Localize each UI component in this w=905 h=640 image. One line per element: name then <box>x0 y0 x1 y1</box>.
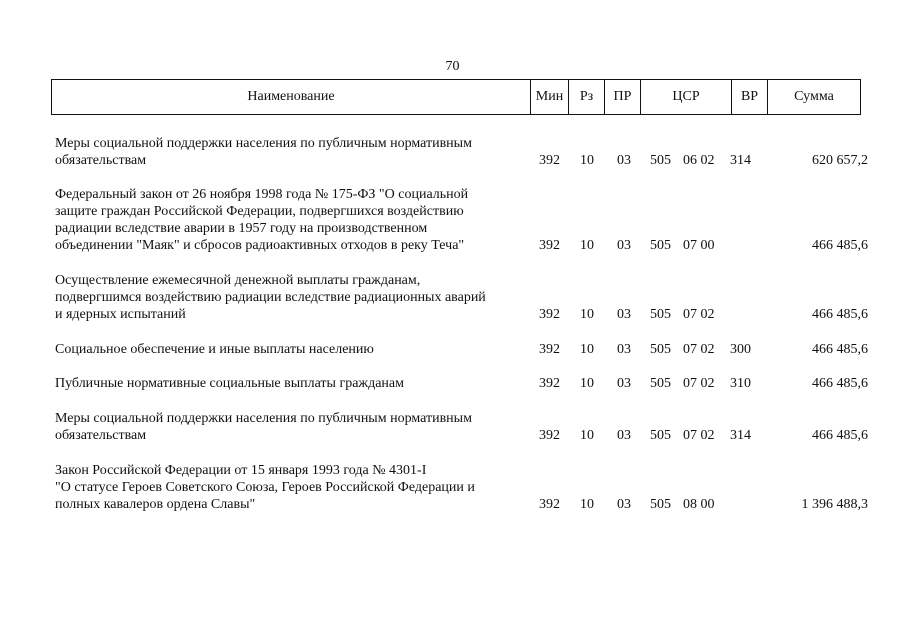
row-rz: 10 <box>580 153 594 168</box>
row-sum: 466 485,6 <box>812 376 868 391</box>
row-name: Осуществление ежемесячной денежной выплаты гражданам, подвергшимся воздействию радиации вследствие радиационных аварий и ядерных испытаний <box>55 273 486 322</box>
header-sum: Сумма <box>794 89 834 104</box>
row-csr-item: 07 02 <box>683 342 715 357</box>
row-rz: 10 <box>580 376 594 391</box>
row-csr-item: 06 02 <box>683 153 715 168</box>
table-row <box>0 341 905 358</box>
row-pr: 03 <box>617 428 631 443</box>
row-sum: 1 396 488,3 <box>801 497 868 512</box>
row-csr-item: 07 02 <box>683 376 715 391</box>
row-min: 392 <box>539 376 560 391</box>
row-csr-program: 505 <box>650 238 671 253</box>
row-sum: 466 485,6 <box>812 307 868 322</box>
row-min: 392 <box>539 153 560 168</box>
row-csr-item: 08 00 <box>683 497 715 512</box>
row-vr: 310 <box>730 376 751 391</box>
row-csr-program: 505 <box>650 497 671 512</box>
header-vr: ВР <box>732 80 768 114</box>
header-name: Наименование <box>52 80 531 114</box>
table-row <box>0 272 905 323</box>
table-row <box>0 375 905 392</box>
row-vr: 314 <box>730 428 751 443</box>
row-csr-item: 07 00 <box>683 238 715 253</box>
table-header <box>51 79 861 115</box>
row-name: Меры социальной поддержки населения по публичным нормативным обязательствам <box>55 136 472 168</box>
row-vr: 314 <box>730 153 751 168</box>
row-csr-program: 505 <box>650 376 671 391</box>
row-csr-item: 07 02 <box>683 428 715 443</box>
row-rz: 10 <box>580 428 594 443</box>
row-name: Закон Российской Федерации от 15 января 1993 года № 4301-I "О статусе Героев Советского Союза, Героев Российской Федерации и полных кавалеров ордена Славы" <box>55 463 475 512</box>
table-row <box>0 462 905 513</box>
row-csr-program: 505 <box>650 307 671 322</box>
row-pr: 03 <box>617 307 631 322</box>
row-name: Социальное обеспечение и иные выплаты населению <box>55 342 374 357</box>
header-min: Мин <box>531 80 569 114</box>
row-name: Публичные нормативные социальные выплаты гражданам <box>55 376 404 391</box>
table-row <box>0 135 905 169</box>
row-min: 392 <box>539 307 560 322</box>
row-min: 392 <box>539 238 560 253</box>
row-csr-program: 505 <box>650 342 671 357</box>
row-name: Федеральный закон от 26 ноября 1998 года № 175-ФЗ "О социальной защите граждан Российской Федерации, подвергшихся воздействию радиации вследствие аварии в 1957 году на производственном объединении "Маяк" и сбросов радиоактивных отходов в реку Теча" <box>55 187 469 253</box>
row-min: 392 <box>539 497 560 512</box>
row-pr: 03 <box>617 497 631 512</box>
row-vr: 300 <box>730 342 751 357</box>
header-csr: ЦСР <box>641 80 732 114</box>
row-csr-item: 07 02 <box>683 307 715 322</box>
page-number: 70 <box>445 59 460 74</box>
row-pr: 03 <box>617 376 631 391</box>
row-name: Меры социальной поддержки населения по публичным нормативным обязательствам <box>55 411 472 443</box>
row-pr: 03 <box>617 342 631 357</box>
header-pr: ПР <box>605 80 641 114</box>
row-rz: 10 <box>580 342 594 357</box>
row-sum: 620 657,2 <box>812 153 868 168</box>
row-csr-program: 505 <box>650 153 671 168</box>
row-csr-program: 505 <box>650 428 671 443</box>
row-min: 392 <box>539 428 560 443</box>
row-rz: 10 <box>580 238 594 253</box>
row-min: 392 <box>539 342 560 357</box>
row-pr: 03 <box>617 238 631 253</box>
header-rz: Рз <box>569 80 605 114</box>
row-rz: 10 <box>580 307 594 322</box>
row-sum: 466 485,6 <box>812 238 868 253</box>
row-sum: 466 485,6 <box>812 342 868 357</box>
table-row <box>0 410 905 444</box>
table-row <box>0 186 905 254</box>
row-rz: 10 <box>580 497 594 512</box>
row-pr: 03 <box>617 153 631 168</box>
row-sum: 466 485,6 <box>812 428 868 443</box>
